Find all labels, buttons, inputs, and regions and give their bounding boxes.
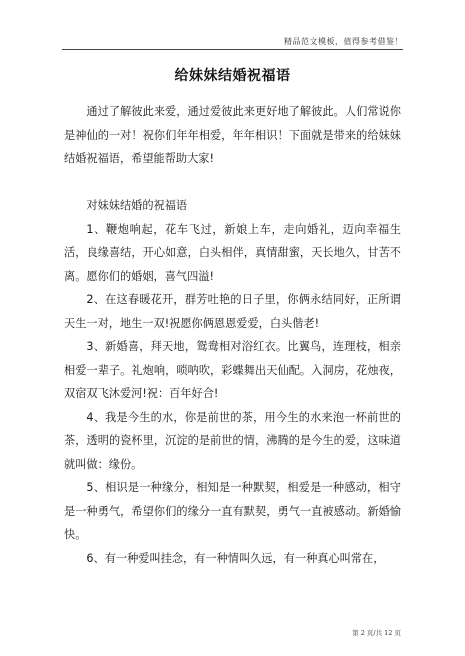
blessing-item-4: 4、我是今生的水，你是前世的茶，用今生的水来泡一杯前世的茶，透明的瓷杯里，沉淀的是前世的情，沸腾的是今生的爱，这味道就叫做：缘份。	[64, 410, 401, 471]
header-note: 精品范文模板，值得参考借鉴！	[284, 37, 403, 46]
blessing-item-5: 5、相识是一种缘分，相知是一种默契，相爱是一种感动，相守是一种勇气，希望你们的缘分一直有默契，勇气一直被感动。新婚愉快。	[64, 481, 401, 541]
document-title: 给妹妹结婚祝福语	[174, 68, 291, 84]
page-number: 第 2 页/共 12 页	[352, 629, 401, 637]
blessing-item-3: 3、新婚喜，拜天地，鸳鸯相对浴红衣。比翼鸟，连理枝，相亲相爱一辈子。礼炮响，唢呐吹，彩蝶舞出天仙配。入洞房，花烛夜，双宿双飞沐爱河!祝：百年好合!	[64, 340, 401, 400]
blessing-item-6: 6、有一种爱叫挂念，有一种情叫久远，有一种真心叫常在，	[86, 551, 385, 565]
blessing-item-2: 2、在这春暖花开，群芳吐艳的日子里，你俩永结同好，正所谓天生一对，地生一双!祝愿你俩恩恩爱爱，白头偕老!	[64, 293, 401, 330]
paragraph-gap	[64, 171, 401, 195]
document-body	[64, 100, 401, 570]
intro-paragraph: 通过了解彼此来爱，通过爱彼此来更好地了解彼此。人们常说你是神仙的一对！祝你们年年相爱，年年相识！下面就是带来的给妹妹结婚祝福语，希望能帮助大家!	[64, 105, 401, 165]
blessing-item-1: 1、鞭炮响起，花车飞过，新娘上车，走向婚礼，迈向幸福生活，良缘喜结，开心如意，白头相伴，真情甜蜜，天长地久，甘苦不离。愿你们的婚姻，喜气四溢!	[64, 222, 401, 283]
header-divider	[62, 49, 403, 50]
section-heading: 对妹妹结婚的祝福语	[86, 199, 188, 212]
